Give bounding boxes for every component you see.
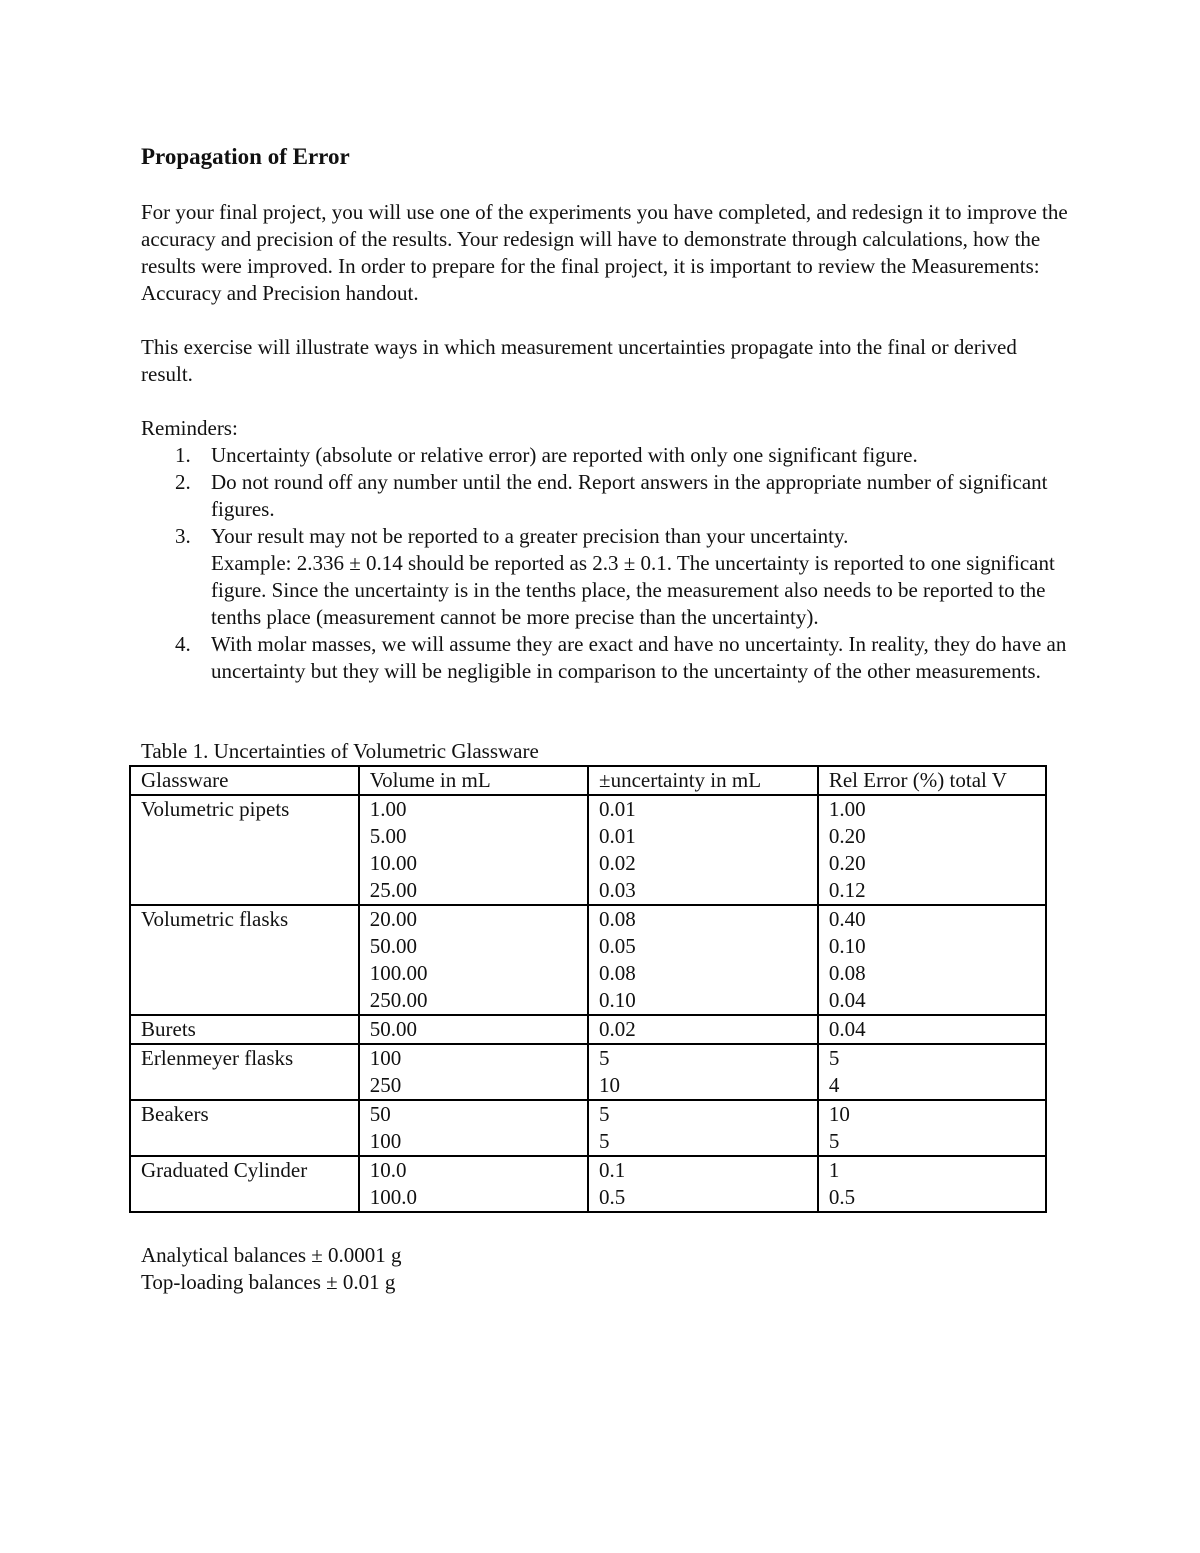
reminder-item — [175, 442, 1071, 469]
cell-rel-error — [818, 905, 1046, 1015]
cell-volume — [359, 1015, 588, 1044]
cell-volume-value: 20.00 — [369, 907, 417, 931]
cell-volume — [359, 1100, 588, 1156]
table-row — [130, 1044, 1046, 1100]
table-row — [130, 905, 1046, 1015]
intro-paragraph: For your final project, you will use one of the experiments you have completed, and redesign it to improve the accuracy and precision of the results. Your redesign will have to demonstrate through calculations, how the results were improved. In order to prepare for the final project, it is important to review the Measurements: Accuracy and Precision handout. — [141, 200, 1068, 305]
glassware-table — [129, 765, 1047, 1213]
cell-volume — [359, 1044, 588, 1100]
cell-uncertainty — [588, 905, 818, 1015]
cell-volume-value: 100 — [369, 1046, 402, 1070]
cell-volume-value: 50.00 — [369, 1017, 417, 1041]
cell-uncertainty-value: 5 — [599, 1102, 610, 1126]
table-row — [130, 1100, 1046, 1156]
reminder-text: With molar masses, we will assume they are exact and have no uncertainty. In reality, they do have an uncertainty but they will be negligible in comparison to the uncertainty of the other measurements. — [211, 632, 1067, 683]
cell-uncertainty-value: 10 — [599, 1073, 621, 1097]
cell-uncertainty-value: 5 — [599, 1129, 610, 1153]
cell-rel-error-value: 0.5 — [828, 1185, 856, 1209]
reminder-number: 3. — [175, 524, 191, 548]
cell-volume-value: 10.0 — [369, 1158, 407, 1182]
cell-volume-value: 50 — [369, 1102, 391, 1126]
cell-rel-error-value: 0.40 — [828, 907, 866, 931]
header-glassware: Glassware — [130, 766, 359, 795]
cell-volume — [359, 795, 588, 905]
cell-volume-value: 100 — [369, 1129, 402, 1153]
table-row — [130, 1015, 1046, 1044]
cell-uncertainty-value: 0.05 — [599, 934, 636, 958]
exercise-paragraph: This exercise will illustrate ways in which measurement uncertainties propagate into the final or derived result. — [141, 335, 1017, 386]
reminder-item — [175, 523, 1071, 631]
reminder-number: 4. — [175, 632, 191, 656]
reminder-text: Uncertainty (absolute or relative error) are reported with only one significant figure. — [211, 443, 918, 467]
cell-rel-error-value: 0.08 — [828, 961, 866, 985]
cell-rel-error — [818, 1015, 1046, 1044]
cell-rel-error-value: 0.10 — [828, 934, 866, 958]
document-page — [141, 142, 1071, 1296]
reminder-text: Your result may not be reported to a greater precision than your uncertainty. — [211, 524, 849, 548]
cell-glassware: Volumetric flasks — [130, 905, 359, 1015]
balances-section — [141, 1242, 1071, 1296]
cell-volume — [359, 1156, 588, 1212]
table-caption: Table 1. Uncertainties of Volumetric Glassware — [141, 739, 539, 763]
reminders-list — [141, 442, 1071, 685]
cell-volume — [359, 905, 588, 1015]
cell-rel-error — [818, 795, 1046, 905]
cell-rel-error-value: 0.04 — [828, 1017, 866, 1041]
header-rel-error: Rel Error (%) total V — [818, 766, 1046, 795]
reminder-number: 1. — [175, 443, 191, 467]
top-loading-balance-note: Top-loading balances ± 0.01 g — [141, 1270, 396, 1294]
cell-glassware: Burets — [130, 1015, 359, 1044]
cell-volume-value: 1.00 — [369, 797, 407, 821]
cell-volume-value: 250 — [369, 1073, 402, 1097]
cell-uncertainty — [588, 795, 818, 905]
cell-glassware: Volumetric pipets — [130, 795, 359, 905]
cell-volume-value: 250.00 — [369, 988, 428, 1012]
cell-volume-value: 10.00 — [369, 851, 417, 875]
cell-rel-error — [818, 1100, 1046, 1156]
table-header-row — [130, 766, 1046, 795]
reminder-item — [175, 631, 1071, 685]
cell-rel-error-value: 0.12 — [828, 878, 866, 902]
cell-uncertainty-value: 0.08 — [599, 961, 636, 985]
cell-rel-error-value: 0.20 — [828, 824, 866, 848]
cell-rel-error-value: 0.04 — [828, 988, 866, 1012]
cell-uncertainty-value: 5 — [599, 1046, 610, 1070]
reminder-text: Do not round off any number until the end. Report answers in the appropriate number of significant figures. — [211, 470, 1048, 521]
cell-rel-error — [818, 1156, 1046, 1212]
cell-rel-error-value: 4 — [828, 1073, 840, 1097]
cell-glassware: Graduated Cylinder — [130, 1156, 359, 1212]
cell-uncertainty — [588, 1015, 818, 1044]
cell-glassware: Erlenmeyer flasks — [130, 1044, 359, 1100]
header-volume: Volume in mL — [359, 766, 588, 795]
cell-rel-error-value: 5 — [828, 1129, 840, 1153]
table-row — [130, 795, 1046, 905]
cell-volume-value: 5.00 — [369, 824, 407, 848]
cell-uncertainty-value: 0.03 — [599, 878, 636, 902]
cell-rel-error-value: 1 — [828, 1158, 840, 1182]
cell-rel-error-value: 10 — [828, 1102, 850, 1126]
cell-rel-error — [818, 1044, 1046, 1100]
cell-uncertainty — [588, 1100, 818, 1156]
cell-uncertainty-value: 0.02 — [599, 851, 636, 875]
cell-glassware: Beakers — [130, 1100, 359, 1156]
cell-uncertainty-value: 0.08 — [599, 907, 636, 931]
cell-uncertainty-value: 0.5 — [599, 1185, 626, 1209]
table-row — [130, 1156, 1046, 1212]
reminder-example: Example: 2.336 ± 0.14 should be reported as 2.3 ± 0.1. The uncertainty is reported to one significant figure. Since the uncertainty is in the tenths place, the measurement also needs to be reported to the tenths place (measurement cannot be more precise than the uncertainty). — [211, 551, 1055, 629]
cell-uncertainty-value: 0.02 — [599, 1017, 636, 1041]
cell-uncertainty-value: 0.1 — [599, 1158, 626, 1182]
reminder-item — [175, 469, 1071, 523]
cell-volume-value: 50.00 — [369, 934, 417, 958]
cell-volume-value: 25.00 — [369, 878, 417, 902]
cell-uncertainty-value: 0.01 — [599, 797, 636, 821]
cell-uncertainty — [588, 1156, 818, 1212]
reminder-number: 2. — [175, 470, 191, 494]
reminders-label: Reminders: — [141, 416, 238, 440]
cell-uncertainty — [588, 1044, 818, 1100]
cell-volume-value: 100.0 — [369, 1185, 417, 1209]
cell-rel-error-value: 1.00 — [828, 797, 866, 821]
cell-volume-value: 100.00 — [369, 961, 428, 985]
cell-rel-error-value: 0.20 — [828, 851, 866, 875]
cell-rel-error-value: 5 — [828, 1046, 840, 1070]
cell-uncertainty-value: 0.01 — [599, 824, 636, 848]
document-title: Propagation of Error — [141, 144, 350, 169]
header-uncertainty: ±uncertainty in mL — [588, 766, 818, 795]
analytical-balance-note: Analytical balances ± 0.0001 g — [141, 1243, 402, 1267]
cell-uncertainty-value: 0.10 — [599, 988, 636, 1012]
